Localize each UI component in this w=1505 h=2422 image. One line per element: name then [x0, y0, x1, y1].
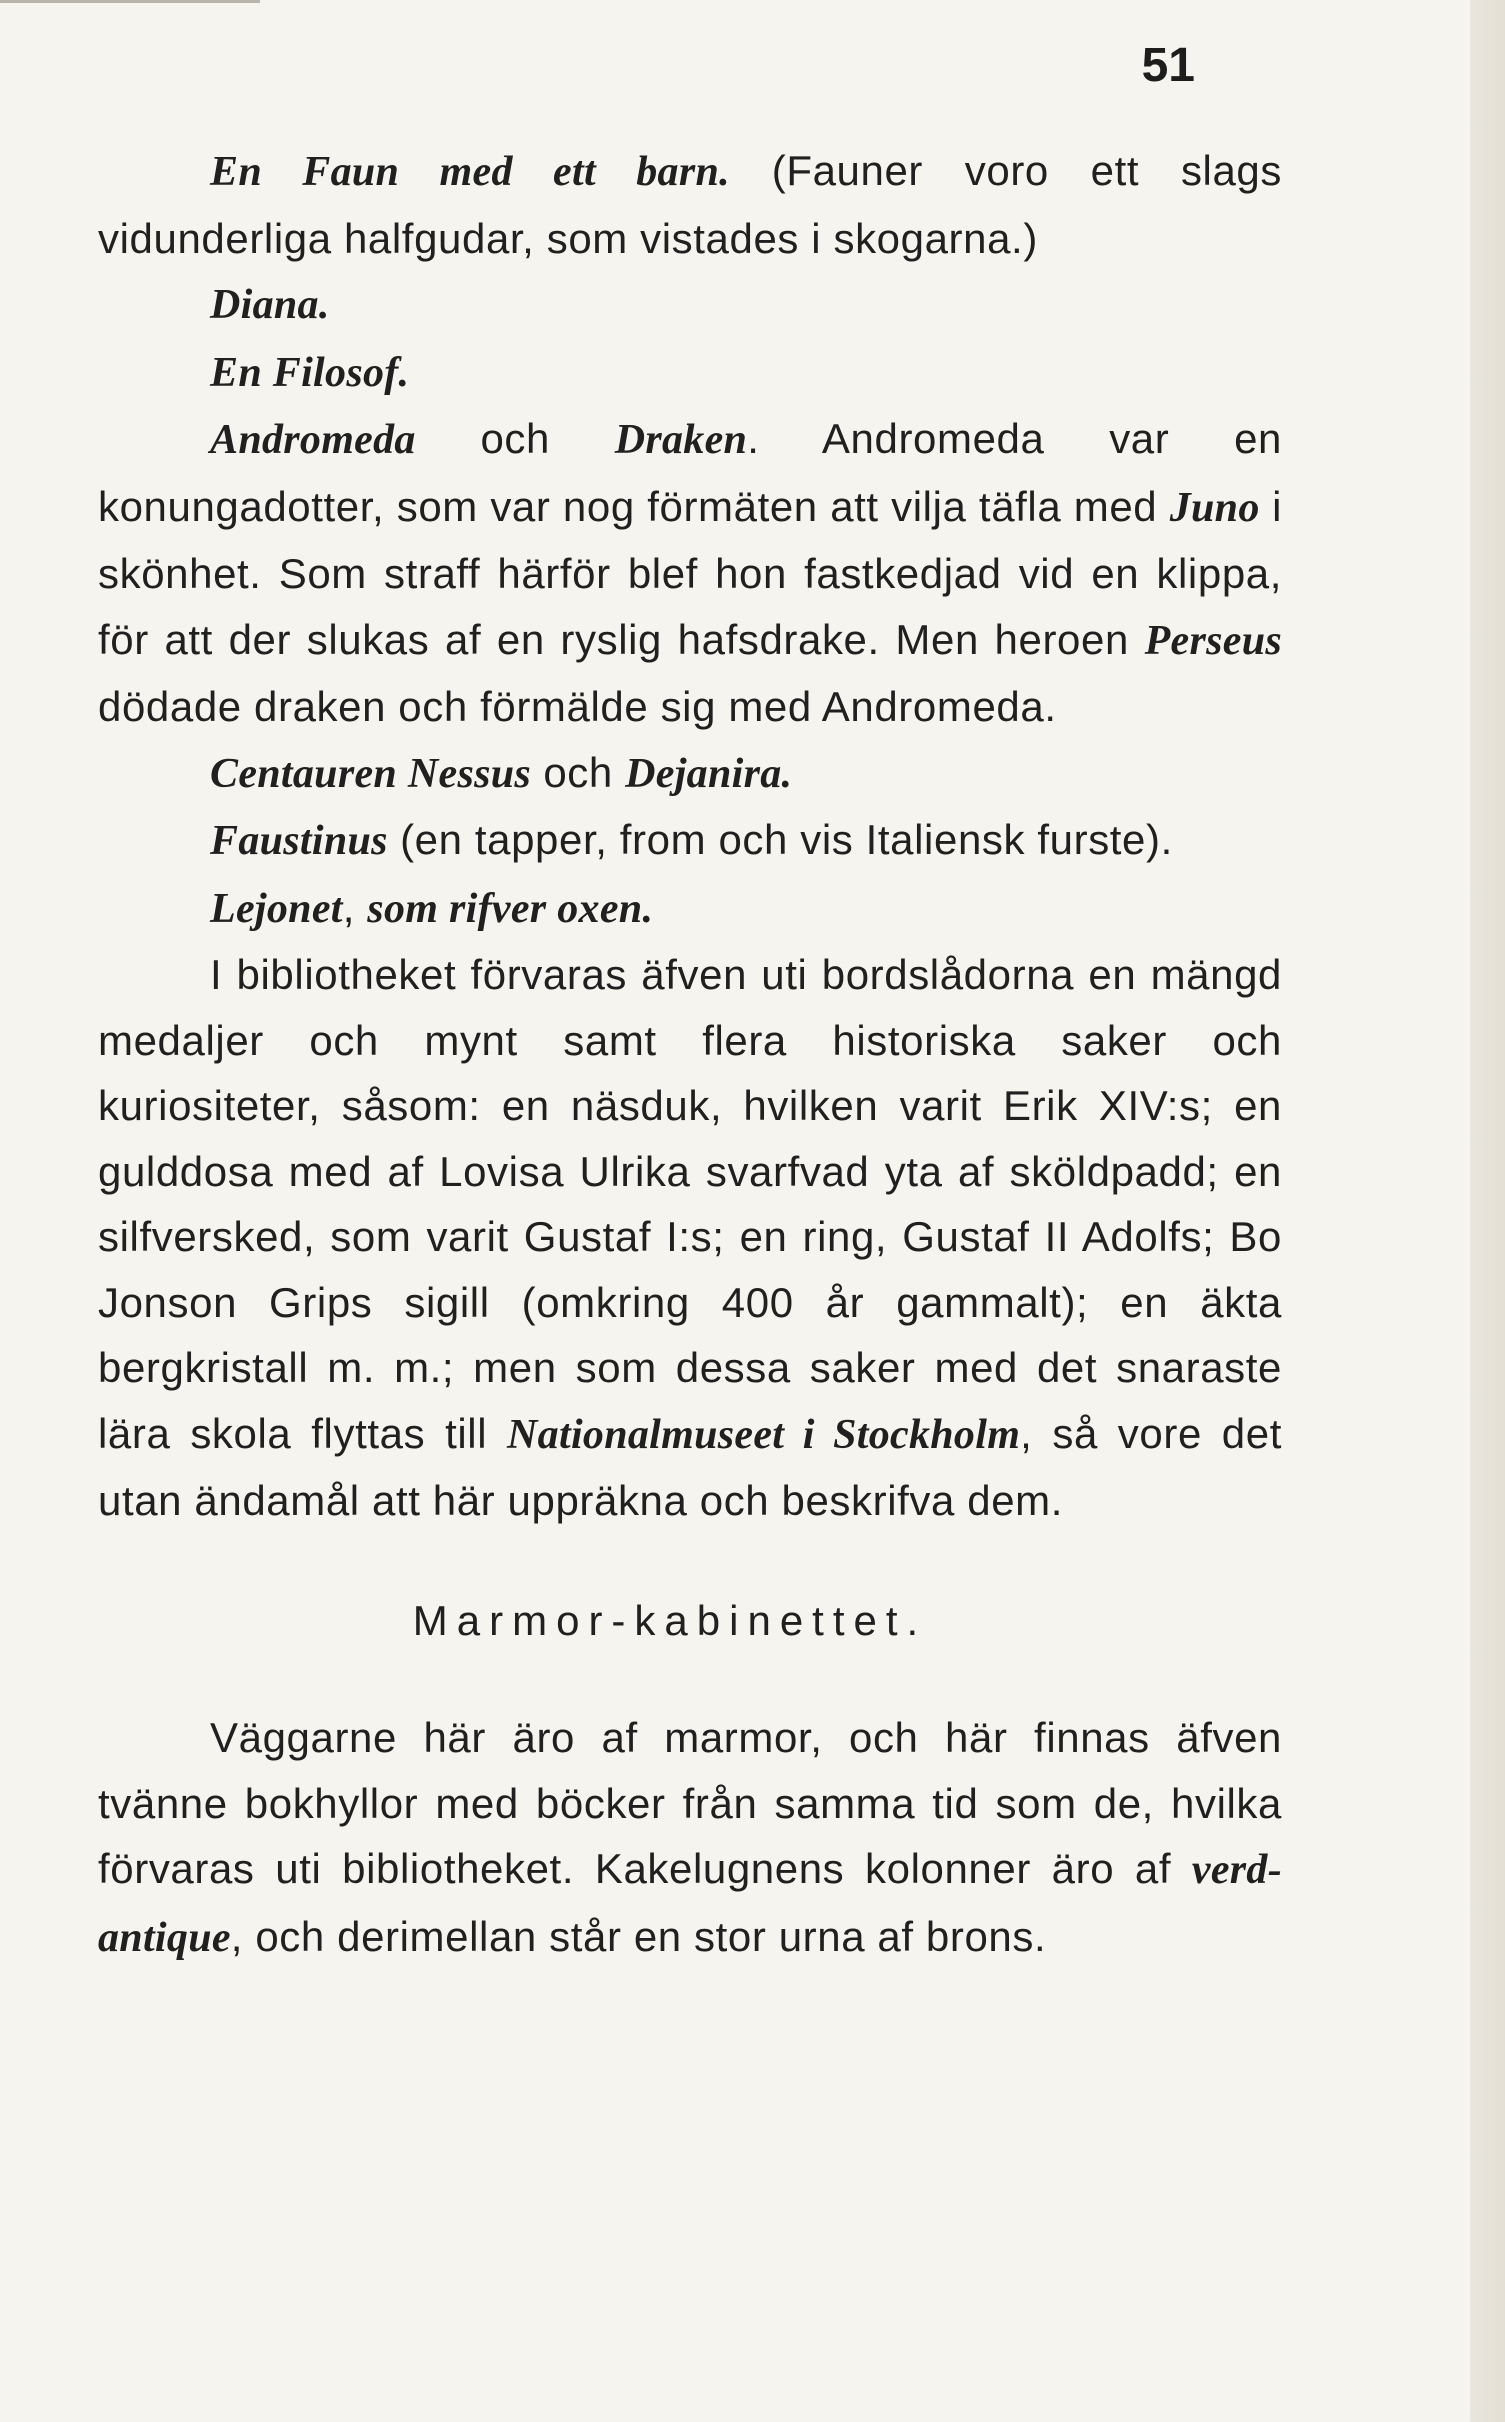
entry-text: . Andromeda var en konungadotter, som var nog förmäten att vilja täfla med	[98, 415, 1282, 530]
paragraph-text: , och derimellan står en stor urna af brons.	[230, 1912, 1047, 1960]
entry-andromeda	[98, 406, 1282, 740]
entry-text: (en tapper, from och vis Italiensk furste).	[387, 816, 1173, 863]
paragraph-text: Väggarne här äro af marmor, och här finnas äfven tvänne bokhyllor med böcker från samma tid som de, hvilka förvaras uti bibliotheket. Kakelugnens kolonner äro af	[98, 1714, 1282, 1892]
page-body	[98, 138, 1282, 1971]
entry-title: Dejanira.	[625, 750, 793, 797]
entry-title: En Faun med ett barn.	[210, 149, 730, 195]
paragraph-text: I bibliotheket förvaras äfven uti bordslådorna en mängd medaljer och mynt samt flera historiska saker och kuriositeter, såsom: en näsduk, hvilken varit Erik XIV:s; en gulddosa med af Lovisa Ulrika svarfvad yta af sköldpadd; en silfversked, som varit Gustaf I:s; en ring, Gustaf II Adolfs; Bo Jonson Grips sigill (omkring 400 år gammalt); en äkta bergkristall m. m.; men som dessa saker med det snaraste lära skola flyttas till	[98, 951, 1282, 1457]
page-number: 51	[1141, 39, 1195, 92]
entry-title: Lejonet	[210, 885, 343, 932]
entry-diana	[98, 271, 1282, 339]
entry-text: i skönhet. Som straff härför blef hon fastkedjad vid en klippa, för att der slukas af en ryslig hafsdrake. Men heroen	[98, 482, 1282, 663]
paragraph-bibliotheket	[98, 942, 1282, 1534]
name-perseus: Perseus	[1144, 617, 1282, 664]
paragraph-text: , så vore det utan ändamål att här uppräkna och beskrifva dem.	[98, 1409, 1282, 1524]
entry-faun	[98, 138, 1282, 271]
top-rule	[0, 0, 260, 3]
entry-punctuation: ,	[342, 883, 368, 931]
entry-title: Diana.	[210, 282, 330, 328]
entry-lejonet	[98, 875, 1282, 943]
entry-faustinus	[98, 807, 1282, 875]
entry-conjunction: och	[531, 748, 626, 796]
entry-centauren	[98, 740, 1282, 808]
entry-title: En Filosof.	[210, 349, 410, 396]
page-edge	[1470, 0, 1505, 2422]
term-verd-antique: verd-antique	[98, 1847, 1282, 1961]
paragraph-marmor	[98, 1705, 1282, 1971]
entry-title: Draken	[614, 417, 748, 463]
section-heading: Marmor-kabinettet.	[412, 1596, 928, 1644]
name-juno: Juno	[1169, 484, 1260, 531]
entry-title: Centauren Nessus	[210, 750, 532, 797]
entry-title: Faustinus	[210, 818, 388, 864]
entry-title: som rifver oxen.	[367, 885, 654, 932]
entry-filosof	[98, 339, 1282, 407]
entry-text: (Fauner voro ett slags vidunderliga halfgudar, som vistades i skogarna.)	[98, 147, 1282, 262]
name-nationalmuseet: Nationalmuseet i Stockholm	[507, 1411, 1021, 1458]
entry-text: dödade draken och förmälde sig med Andromeda.	[98, 683, 1057, 730]
entry-title: Andromeda	[210, 417, 416, 463]
entry-conjunction: och	[415, 415, 615, 462]
